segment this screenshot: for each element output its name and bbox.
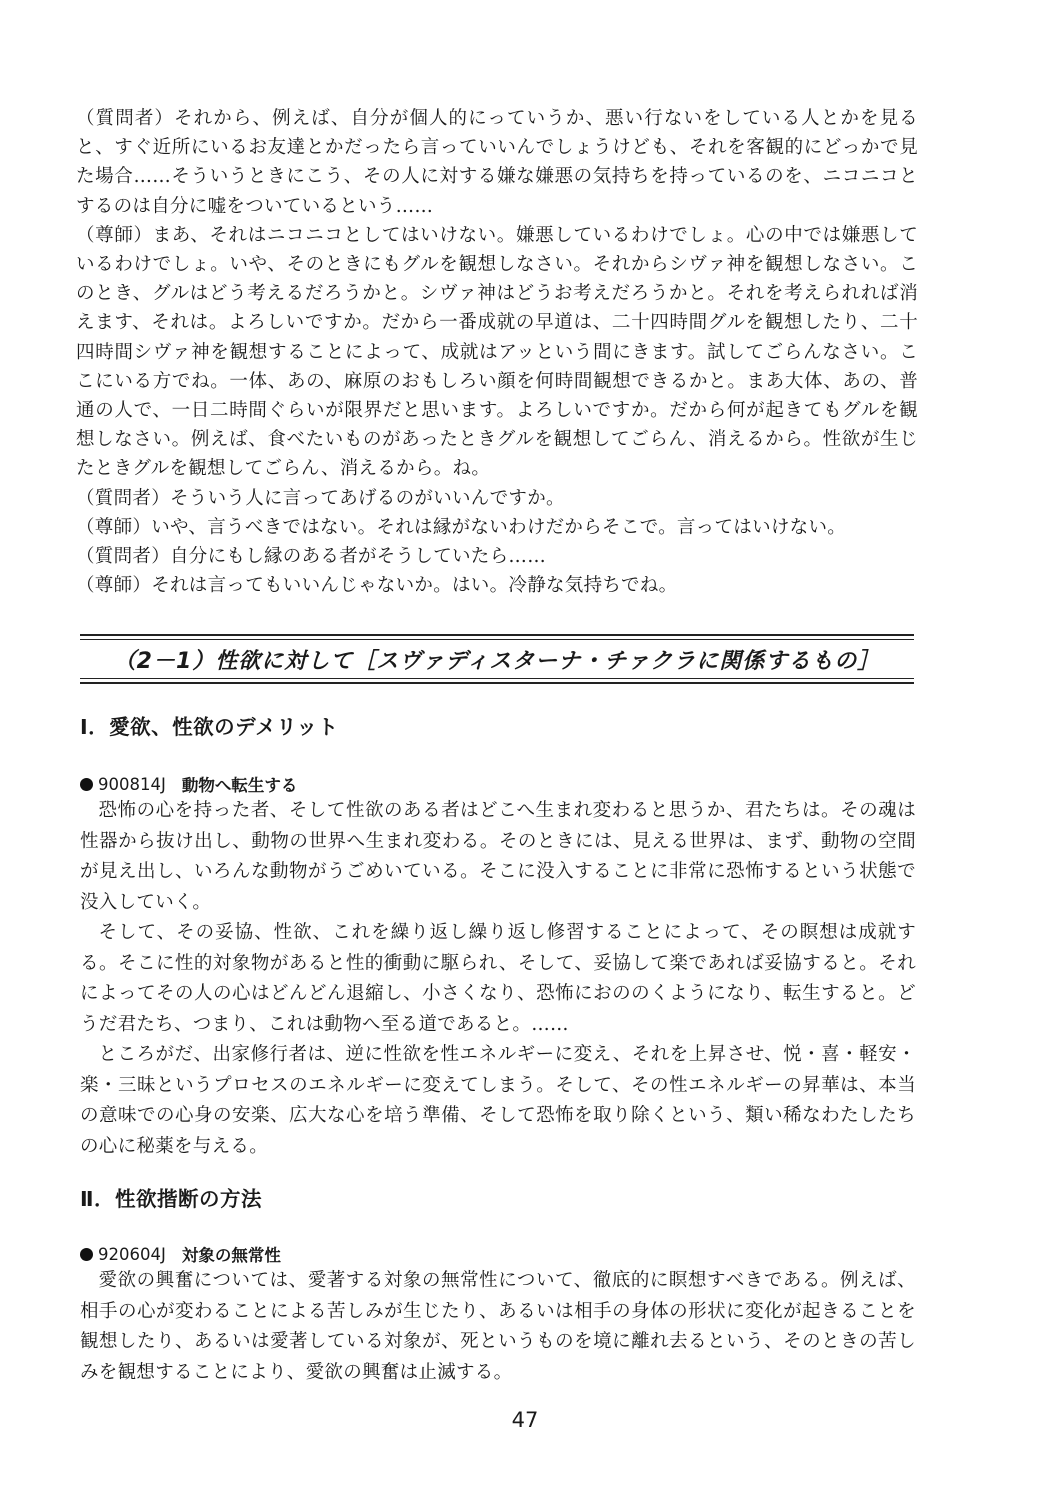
section-title: （2－1）性欲に対して［スヴァディスターナ・チァクラに関係するもの］ [113,648,881,674]
paragraph: 愛欲の興奮については、愛著する対象の無常性について、徹底的に瞑想すべきである。例えば、相手の心が変わることによる苦しみが生じたり、あるいは相手の身体の形状に変化が起きることを観想したり、あるいは愛著している対象が、死というものを境に離れ去るという、そのときの苦しみを観想することにより、愛欲の興奮は止滅する。 [80,1270,916,1383]
paragraph: そして、その妥協、性欲、これを繰り返し繰り返し修習することによって、その瞑想は成就する。そこに性的対象物があると性的衝動に駆られ、そして、妥協して楽であれば妥協すると。それによってその人の心はどんどん退縮し、小さくなり、恐怖におののくようになり、転生すると。どうだ君たち、つまり、これは動物へ至る道であると。…… [80,922,916,1035]
entry-body [80,796,916,1162]
entry-header [80,1242,281,1266]
entry-code: 920604J [98,1244,166,1264]
entry-body [80,1266,916,1388]
dialogue-section [76,104,918,600]
page-number: 47 [511,1408,539,1432]
paragraph: 恐怖の心を持った者、そして性欲のある者はどこへ生まれ変わると思うか、君たちは。その魂は性器から抜け出し、動物の世界へ生まれ変わる。そのときには、見える世界は、まず、動物の空間が見え出し、いろんな動物がうごめいている。そこに没入することに非常に恐怖するという状態で没入していく。 [80,800,916,913]
entry-title: 対象の無常性 [181,1246,281,1265]
entry-header [80,772,297,796]
bullet-icon [80,1248,93,1261]
entry-title: 動物へ転生する [181,776,298,795]
paragraph: ところがだ、出家修行者は、逆に性欲を性エネルギーに変え、それを上昇させ、悦・喜・軽安・楽・三昧というプロセスのエネルギーに変えてしまう。そして、その性エネルギーの昇華は、本当の意味での心身の安楽、広大な心を培う準備、そして恐怖を取り除くという、類い稀なわたしたちの心に秘薬を与える。 [80,1044,916,1157]
section-title-banner [80,634,914,684]
dialogue-line: （質問者）自分にもし縁のある者がそうしていたら…… [76,546,547,568]
heading-demerits: Ⅰ．愛欲、性欲のデメリット [80,715,339,739]
heading-method: Ⅱ．性欲揩断の方法 [80,1187,263,1211]
entry-code: 900814J [98,774,166,794]
dialogue-line: （尊師）いや、言うべきではない。それは縁がないわけだからそこで。言ってはいけない。 [76,516,847,538]
dialogue-line: （尊師）まあ、それはニコニコとしてはいけない。嫌悪しているわけでしょ。心の中では嫌悪しているわけでしょ。いや、そのときにもグルを観想しなさい。それからシヴァ神を観想しなさい。このとき、グルはどう考えるだろうかと。シヴァ神はどうお考えだろうかと。それを考えられれば消えます、それは。よろしいですか。だから一番成就の早道は、二十四時間グルを観想したり、二十四時間シヴァ神を観想することによって、成就はアッという間にきます。試してごらんなさい。ここにいる方でね。一体、あの、麻原のおもしろい顔を何時間観想できるかと。まあ大体、あの、普通の人で、一日二時間ぐらいが限界だと思います。よろしいですか。だから何が起きてもグルを観想しなさい。例えば、食べたいものがあったときグルを観想してごらん、消えるから。性欲が生じたときグルを観想してごらん、消えるから。ね。 [76,224,918,480]
dialogue-line: （質問者）それから、例えば、自分が個人的にっていうか、悪い行ないをしている人とかを見ると、すぐ近所にいるお友達とかだったら言っていいんでしょうけども、それを客観的にどっかで見た場合……そういうときにこう、その人に対する嫌な嫌悪の気持ちを持っているのを、ニコニコとするのは自分に嘘をついているという…… [76,108,918,217]
bullet-icon [80,778,93,791]
dialogue-line: （質問者）そういう人に言ってあげるのがいいんですか。 [76,487,565,509]
dialogue-line: （尊師）それは言ってもいいんじゃないか。はい。冷静な気持ちでね。 [76,575,678,597]
